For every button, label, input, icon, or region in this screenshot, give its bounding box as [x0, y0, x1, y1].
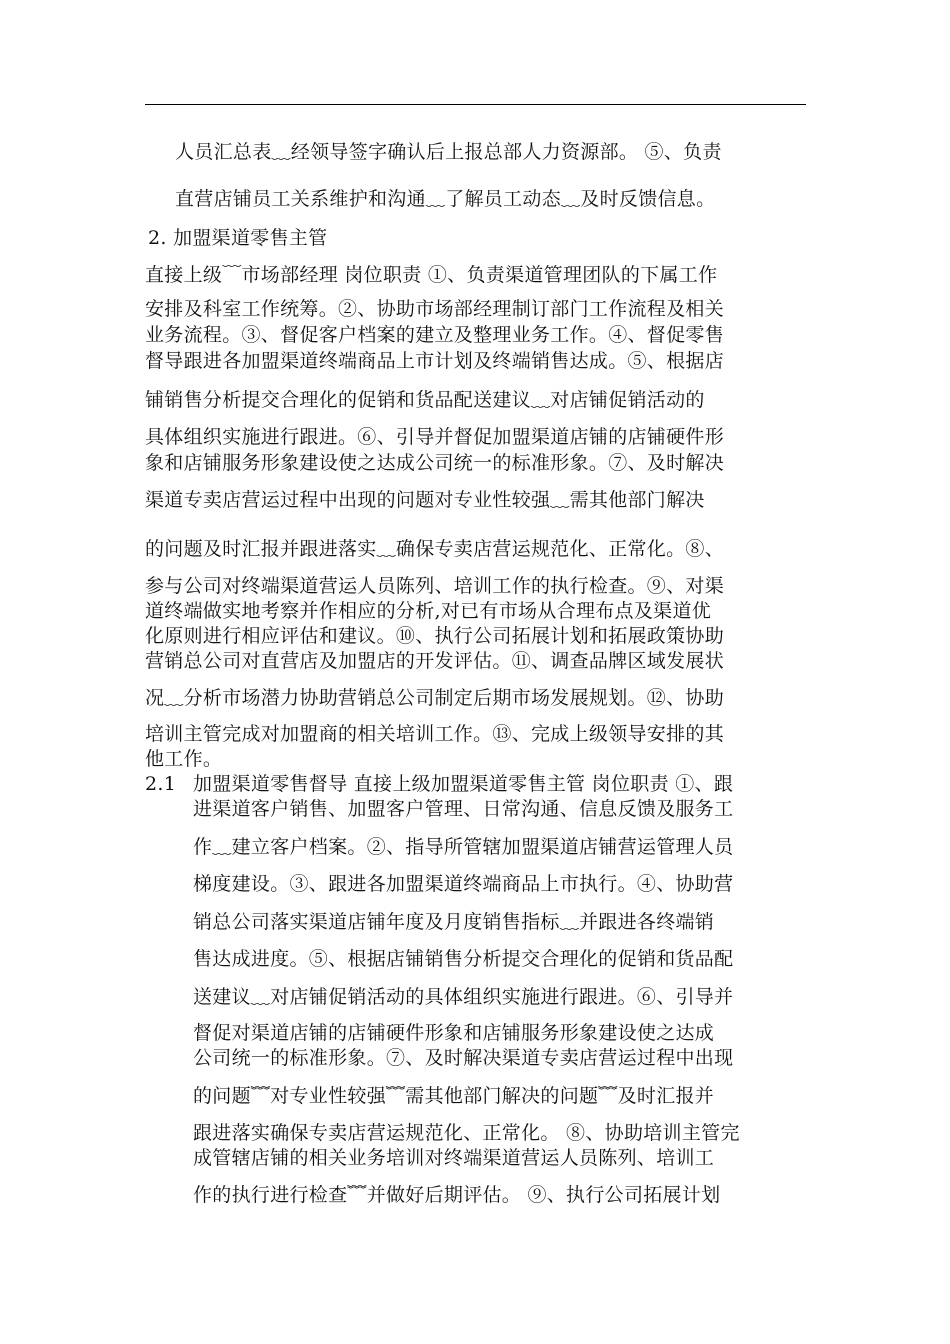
text-line: 梯度建设。③、跟进各加盟渠道终端商品上市执行。④、协助营 — [193, 873, 734, 895]
text-line: 跟进落实确保专卖店营运规范化、正常化。 ⑧、协助培训主管完 — [193, 1122, 740, 1144]
text-line: 的问题及时汇报并跟进落实﹏确保专卖店营运规范化、正常化。⑧、 — [145, 538, 725, 560]
section-number: 2.1 — [145, 773, 177, 795]
text-line: 作﹏建立客户档案。②、指导所管辖加盟渠道店铺营运管理人员 — [193, 836, 734, 858]
text-line: 渠道专卖店营运过程中出现的问题对专业性较强﹏需其他部门解决 — [145, 489, 705, 511]
text-line: 直营店铺员工关系维护和沟通﹏了解员工动态﹏及时反馈信息。 — [175, 188, 716, 210]
text-line: 他工作。 — [145, 748, 223, 770]
text-line: 人员汇总表﹏经领导签字确认后上报总部人力资源部。 ⑤、负责 — [175, 141, 722, 163]
section-heading: 2. 加盟渠道零售主管 — [148, 227, 328, 249]
text-line: 参与公司对终端渠道营运人员陈列、培训工作的执行检查。⑨、对渠 — [145, 575, 725, 597]
text-line: 公司统一的标准形象。⑦、及时解决渠道专卖店营运过程中出现 — [193, 1047, 734, 1069]
text-line: 督导跟进各加盟渠道终端商品上市计划及终端销售达成。⑤、根据店 — [145, 350, 725, 372]
text-line: 送建议﹏对店铺促销活动的具体组织实施进行跟进。⑥、引导并 — [193, 986, 734, 1008]
text-line: 直接上级﹋市场部经理 岗位职责 ①、负责渠道管理团队的下属工作 — [145, 264, 718, 286]
text-line: 业务流程。③、督促客户档案的建立及整理业务工作。④、督促零售 — [145, 324, 725, 346]
text-line: 安排及科室工作统筹。②、协助市场部经理制订部门工作流程及相关 — [145, 298, 725, 320]
text-line: 化原则进行相应评估和建议。⑩、执行公司拓展计划和拓展政策协助 — [145, 625, 725, 647]
text-line: 铺销售分析提交合理化的促销和货品配送建议﹏对店铺促销活动的 — [145, 389, 705, 411]
text-line: 加盟渠道零售督导 直接上级加盟渠道零售主管 岗位职责 ①、跟 — [193, 773, 734, 795]
text-line: 象和店铺服务形象建设使之达成公司统一的标准形象。⑦、及时解决 — [145, 452, 725, 474]
text-line: 的问题﹌对专业性较强﹌需其他部门解决的问题﹌及时汇报并 — [193, 1085, 715, 1107]
header-rule — [145, 104, 806, 105]
text-line: 销总公司落实渠道店铺年度及月度销售指标﹏并跟进各终端销 — [193, 911, 715, 933]
text-line: 营销总公司对直营店及加盟店的开发评估。⑪、调查品牌区域发展状 — [145, 650, 725, 672]
text-line: 道终端做实地考察并作相应的分析,对已有市场从合理布点及渠道优 — [145, 600, 712, 622]
text-line: 督促对渠道店铺的店铺硬件形象和店铺服务形象建设使之达成 — [193, 1022, 715, 1044]
text-line: 进渠道客户销售、加盟客户管理、日常沟通、信息反馈及服务工 — [193, 798, 734, 820]
text-line: 具体组织实施进行跟进。⑥、引导并督促加盟渠道店铺的店铺硬件形 — [145, 426, 725, 448]
text-line: 培训主管完成对加盟商的相关培训工作。⑬、完成上级领导安排的其 — [145, 723, 725, 745]
text-line: 售达成进度。⑤、根据店铺销售分析提交合理化的促销和货品配 — [193, 948, 734, 970]
text-line: 成管辖店铺的相关业务培训对终端渠道营运人员陈列、培训工 — [193, 1147, 715, 1169]
text-line: 况﹏分析市场潜力协助营销总公司制定后期市场发展规划。⑫、协助 — [145, 687, 725, 709]
text-line: 作的执行进行检查﹌并做好后期评估。 ⑨、执行公司拓展计划 — [193, 1184, 721, 1206]
